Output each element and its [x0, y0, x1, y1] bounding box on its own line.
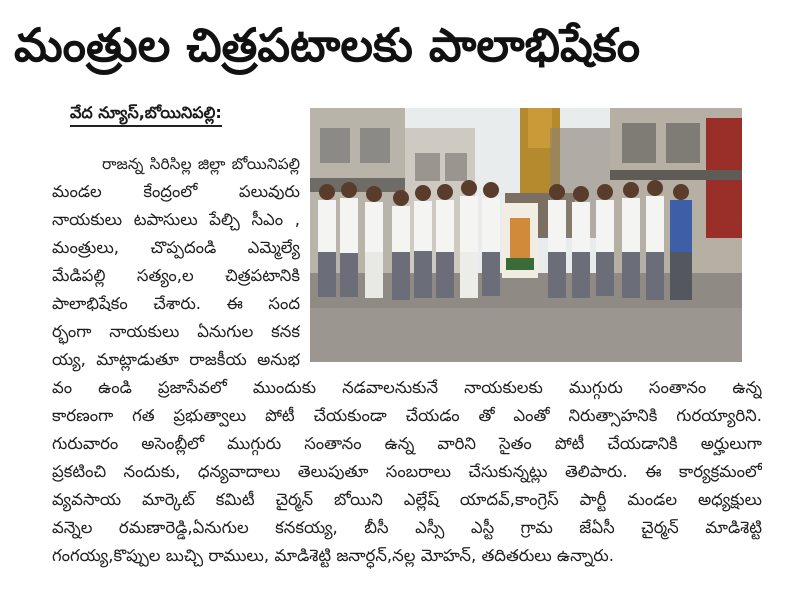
body-line: వ్యవసాయ మార్కెట్ కమిటీ చైర్మన్ బోయిని ఎల్లేష్ యాదవ్,కాంగ్రెస్ పార్టీ మండల అధ్యక్షులు	[52, 490, 762, 509]
column-line: పాలాభిషేకం చేశారు. ఈ సంద	[52, 294, 300, 313]
column-line: మేడిపల్లి సత్యం,ల చిత్రపటానికి	[52, 266, 300, 285]
column-line: మంత్రులు, చొప్పదండి ఎమ్మెల్యే	[52, 238, 300, 257]
column-line: మండల కేంద్రంలో పలువురు	[52, 182, 300, 201]
column-line: య్య, మాట్లాడుతూ రాజకీయ అనుభ	[52, 350, 300, 369]
dateline: వేద న్యూస్,బోయినిపల్లి:	[70, 102, 222, 127]
body-line: ప్రకటించి నందుకు, ధన్యవాదాలు తెలుపుతూ సంబరాలు చేసుకున్నట్లు తెలిపారు. ఈ కార్యక్రమంలో	[52, 462, 762, 481]
news-photo	[310, 108, 742, 362]
column-line: ర్భంగా నాయకులు ఏనుగుల కనక	[52, 322, 300, 341]
body-line: గురువారం అసెంబ్లీలో ముగ్గురు సంతానం ఉన్న వారిని సైతం పోటీ చేయడానికి అర్హులుగా	[52, 434, 762, 453]
headline: మంత్రుల చిత్రపటాలకు పాలాభిషేకం	[14, 18, 641, 72]
body-line: వం ఉండి ప్రజాసేవలో ముందుకు నడవాలనుకునే నాయకులకు ముగ్గురు సంతానం ఉన్న	[52, 378, 762, 397]
column-line: నాయకులు టపాసులు పేల్చి సీఎం ,	[52, 210, 300, 229]
body-line: వన్నెల రమణారెడ్డి,ఏనుగుల కనకయ్య, బీసీ ఎస్సీ ఎస్టీ గ్రామ జేఏసీ చైర్మన్ మాడిశెట్టి	[52, 518, 762, 537]
column-line: రాజన్న సిరిసిల్ల జిల్లా బోయినిపల్లి	[102, 155, 300, 173]
body-line: గంగయ్య,కొప్పుల బుచ్చి రాములు, మాడిశెట్టి జనార్ధన్,నల్ల మోహన్, తదితరులు ఉన్నారు.	[52, 546, 615, 565]
news-photo-illustration	[310, 108, 742, 362]
body-line: కారణంగా గత ప్రభుత్వాలు పోటీ చేయకుండా చేయడం తో ఎంతో నిరుత్సాహనికి గురయ్యారిని.	[52, 406, 762, 425]
